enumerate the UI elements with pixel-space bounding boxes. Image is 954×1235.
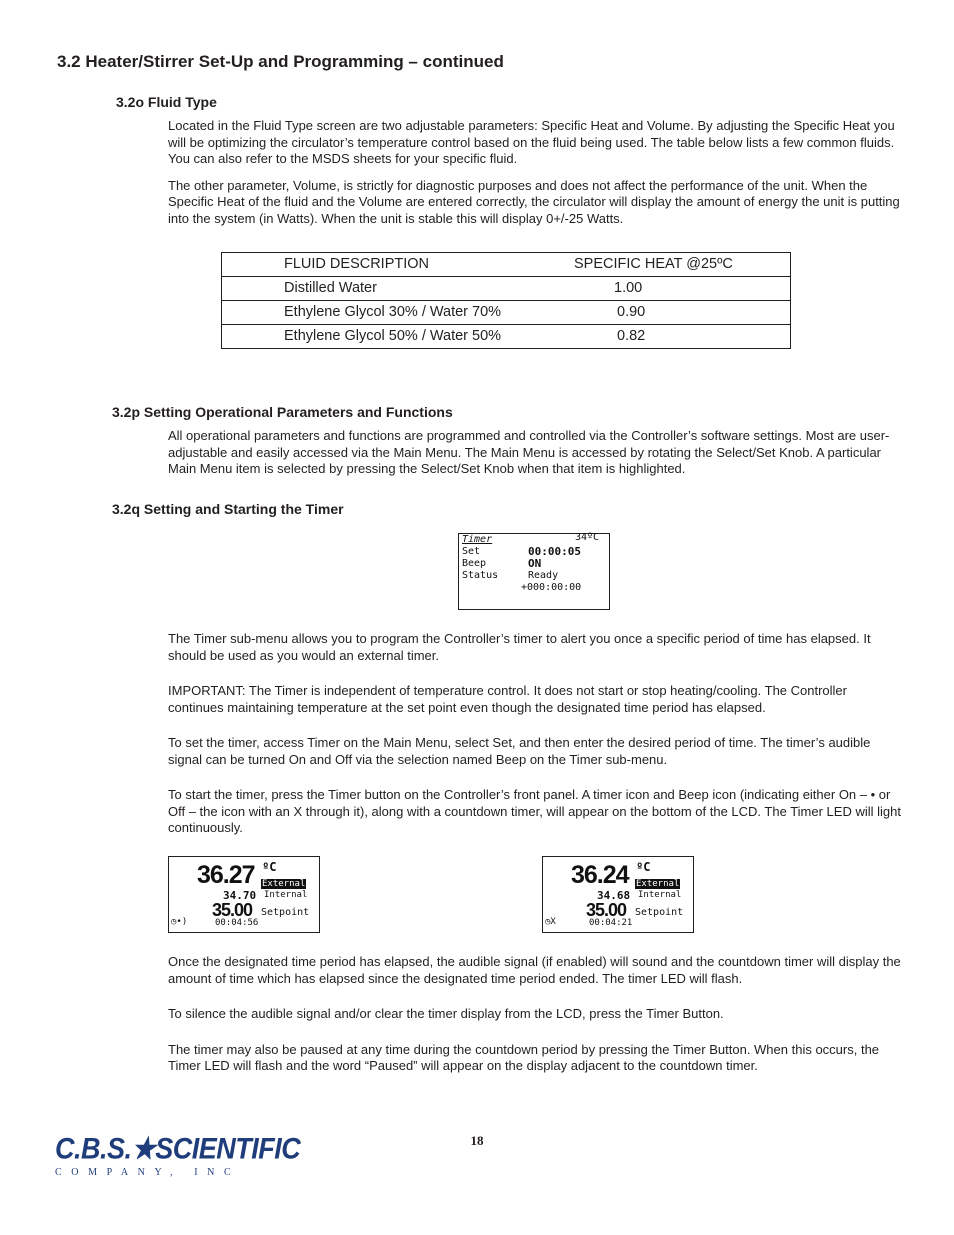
fluid-type-paragraph-2: The other parameter, Volume, is strictly for diagnostic purposes and does not affect the performance of the unit. When the Specific Heat of the fluid and the Volume are entered correctly, the circulator will display the amount of energy the unit is putting into the system (in Watts). When the unit is stable this will display 0+/-25 Watts. bbox=[168, 177, 900, 226]
timer-beep-label: Beep bbox=[462, 558, 487, 569]
timer-paragraph-3: To set the timer, access Timer on the Main Menu, select Set, and then enter the desired period of time. The timer’s audible signal can be turned On and Off via the selection named Beep on the Timer sub-menu. bbox=[168, 735, 871, 767]
logo-subtitle: COMPANY, INC bbox=[55, 1167, 241, 1178]
timer-set-label: Set bbox=[462, 546, 481, 557]
lcd-setpoint-value: 35.00 bbox=[212, 900, 253, 920]
timer-status-value: Ready bbox=[528, 570, 559, 581]
lcd-internal-label: Internal bbox=[638, 890, 682, 900]
lcd-internal-label: Internal bbox=[264, 890, 308, 900]
timer-paragraph-7: The timer may also be paused at any time during the countdown period by pressing the Timer Button. When this occurs, the Timer LED will flash and the word “Paused” will appear on the display adjacent to the countdown timer. bbox=[168, 1041, 880, 1073]
logo-name: C.B.S.★SCIENTIFIC bbox=[55, 1132, 301, 1165]
timer-paragraph-4: To start the timer, press the Timer button on the Controller’s front panel. A timer icon and Beep icon (indicating either On – • or Off – the icon with an X through it), along with a countdown timer, will appear on the bottom of the LCD. The Timer LED will light continuously. bbox=[168, 787, 901, 835]
timer-screen-temp: 34ºC bbox=[575, 532, 600, 543]
lcd-external-label: External bbox=[262, 879, 306, 889]
timer-paragraph-6: To silence the audible signal and/or clear the timer display from the LCD, press the Timer Button. bbox=[168, 1006, 724, 1021]
fluid-table-header bbox=[222, 253, 790, 277]
page-number: 18 bbox=[470, 1133, 484, 1148]
lcd-unit: ºC bbox=[262, 860, 277, 874]
timer-screen-title: Timer bbox=[462, 534, 493, 545]
fluid-type-text bbox=[168, 118, 903, 227]
lcd-setpoint-value: 35.00 bbox=[586, 900, 627, 920]
fluid-table bbox=[221, 252, 791, 349]
timer-heading: 3.2q Setting and Starting the Timer bbox=[112, 501, 344, 517]
table-row bbox=[222, 325, 790, 349]
timer-beep-off-icon: ◷X bbox=[545, 917, 556, 927]
timer-beep-icon: ◷•) bbox=[171, 917, 188, 927]
operational-parameters-text: All operational parameters and functions are programmed and controlled via the Controller’s software settings. Most are user-adjustable and easily accessed via the Main Menu. The Main Menu is accessed by rotating the Select/Set Knob. A particular Main Menu item is selected by pressing the Select/Set Knob when that item is highlighted. bbox=[168, 428, 890, 476]
timer-submenu-screen bbox=[458, 533, 610, 610]
timer-countdown: +000:00:00 bbox=[521, 582, 582, 593]
timer-paragraph-1: The Timer sub-menu allows you to program the Controller’s timer to alert you once a specific period of time has elapsed. It should be used as you would an external timer. bbox=[168, 631, 871, 663]
header-specific-heat: SPECIFIC HEAT @25ºC bbox=[574, 256, 733, 272]
timer-status-label: Status bbox=[462, 570, 499, 581]
company-logo bbox=[55, 1132, 300, 1178]
lcd-setpoint-label: Setpoint bbox=[261, 907, 310, 918]
lcd-internal-value: 34.68 bbox=[597, 889, 631, 902]
timer-text-continued bbox=[168, 954, 903, 1075]
fluid-type-heading: 3.2o Fluid Type bbox=[116, 94, 217, 110]
header-fluid-description: FLUID DESCRIPTION bbox=[284, 256, 430, 272]
timer-text bbox=[168, 631, 903, 837]
lcd-main-temp: 36.27 bbox=[197, 861, 255, 889]
fluid-name: Distilled Water bbox=[284, 280, 377, 296]
lcd-main-temp: 36.24 bbox=[571, 861, 629, 889]
lcd-countdown-timer: 00:04:56 bbox=[215, 918, 259, 928]
lcd-countdown-timer: 00:04:21 bbox=[589, 918, 633, 928]
lcd-external-label: External bbox=[636, 879, 680, 889]
fluid-name: Ethylene Glycol 30% / Water 70% bbox=[284, 304, 502, 320]
section-title: 3.2 Heater/Stirrer Set-Up and Programming – continued bbox=[57, 52, 504, 71]
lcd-internal-value: 34.70 bbox=[223, 889, 257, 902]
lcd-screen-beep-on bbox=[168, 856, 320, 933]
lcd-unit: ºC bbox=[636, 860, 651, 874]
fluid-specific-heat: 0.90 bbox=[617, 304, 646, 320]
fluid-specific-heat: 1.00 bbox=[614, 280, 643, 296]
fluid-type-paragraph-1: Located in the Fluid Type screen are two adjustable parameters: Specific Heat and Volume. By adjusting the Specific Heat you will be optimizing the circulator’s temperature control based on the fluid being used. The table below lists a few common fluids. You can also refer to the MSDS sheets for your specific fluid. bbox=[168, 118, 895, 166]
timer-paragraph-2: IMPORTANT: The Timer is independent of temperature control. It does not start or stop heating/cooling. The Controller continues maintaining temperature at the set point even though the designated time period has elapsed. bbox=[168, 683, 847, 715]
timer-paragraph-5: Once the designated time period has elapsed, the audible signal (if enabled) will sound and the countdown timer will display the amount of time which has elapsed since the designated time period ended. The timer LED will flash. bbox=[168, 954, 901, 986]
operational-parameters-heading: 3.2p Setting Operational Parameters and Functions bbox=[112, 404, 453, 420]
table-row bbox=[222, 277, 790, 301]
table-row bbox=[222, 301, 790, 325]
fluid-specific-heat: 0.82 bbox=[617, 328, 646, 344]
lcd-setpoint-label: Setpoint bbox=[635, 907, 684, 918]
timer-set-value: 00:00:05 bbox=[528, 545, 581, 558]
lcd-screen-beep-off bbox=[542, 856, 694, 933]
fluid-name: Ethylene Glycol 50% / Water 50% bbox=[284, 328, 502, 344]
timer-beep-value: ON bbox=[528, 557, 542, 570]
